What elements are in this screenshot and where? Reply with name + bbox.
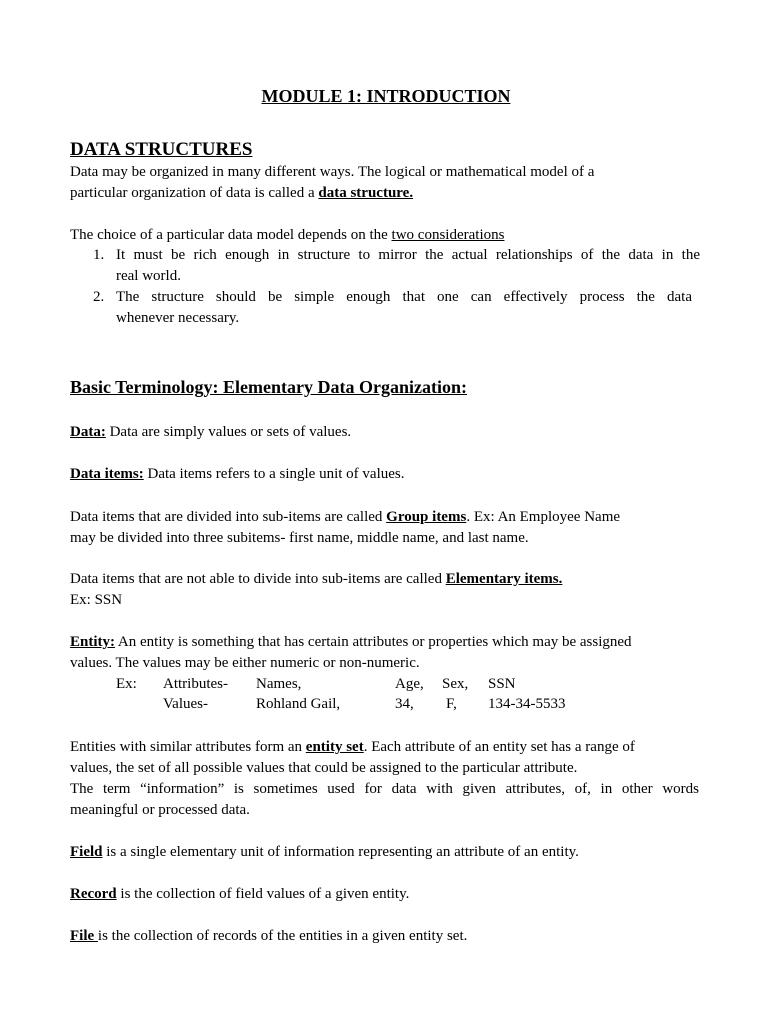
paragraph-entity-set-line2: values, the set of all possible values that could be assigned to the particular attribute.	[70, 760, 578, 776]
text-run: . Ex: An Employee Name	[466, 509, 621, 525]
text-run: Data items that are not able to divide into sub-items are called	[70, 571, 442, 587]
term-elementary-items: Elementary items.	[445, 571, 563, 587]
section-heading-data-structures: DATA STRUCTURES	[70, 139, 253, 160]
considerations-list	[70, 245, 700, 329]
definition-data	[70, 422, 351, 443]
page-title: MODULE 1: INTRODUCTION	[261, 86, 511, 106]
term-record: Record	[70, 886, 117, 902]
text-run: particular organization of data is called a	[70, 185, 315, 201]
definition-text: An entity is something that has certain attributes or properties which may be assigned	[115, 634, 632, 650]
term-field: Field	[70, 844, 103, 860]
definition-field	[70, 842, 579, 863]
table-cell: F,	[446, 696, 457, 712]
table-cell: 34,	[395, 696, 414, 712]
two-considerations-text: two considerations	[391, 227, 505, 243]
text-run: Entities with similar attributes form an	[70, 739, 303, 755]
example-label: Ex:	[116, 676, 137, 692]
text-run: . Each attribute of an entity set has a range of	[363, 739, 635, 755]
list-number: 2.	[93, 289, 105, 305]
text-run: Data items that are divided into sub-items are called	[70, 509, 383, 525]
definition-text: Data are simply values or sets of values.	[105, 424, 352, 440]
term-group-items: Group items	[386, 509, 467, 525]
definition-entity-line2: values. The values may be either numeric or non-numeric.	[70, 655, 420, 671]
definition-text: is the collection of field values of a given entity.	[116, 886, 410, 902]
definition-data-items	[70, 464, 405, 485]
paragraph-group-items-line2: may be divided into three subitems- first name, middle name, and last name.	[70, 530, 529, 546]
definition-text: is the collection of records of the entities in a given entity set.	[97, 928, 468, 944]
section-heading-basic-terminology: Basic Terminology: Elementary Data Organization:	[70, 377, 467, 397]
term-data: Data:	[70, 424, 106, 440]
paragraph-data-structure-def	[70, 183, 413, 204]
term-file: File	[70, 928, 98, 944]
paragraph-entity-set	[70, 737, 635, 758]
definition-entity	[70, 632, 632, 653]
text-run: The choice of a particular data model depends on the	[70, 227, 388, 243]
list-item-line: The structure should be simple enough that one can effectively process the data	[116, 289, 692, 305]
term-data-items: Data items:	[70, 466, 144, 482]
definition-record	[70, 884, 409, 905]
table-cell: Sex,	[442, 676, 469, 692]
table-cell: Names,	[256, 676, 302, 692]
table-cell: Attributes-	[163, 676, 228, 692]
list-item	[70, 287, 692, 329]
table-cell: Age,	[395, 676, 424, 692]
definition-text: Data items refers to a single unit of values.	[143, 466, 405, 482]
paragraph-choice-of-model	[70, 225, 504, 246]
paragraph-information-line2: meaningful or processed data.	[70, 802, 250, 818]
term-entity-set: entity set	[305, 739, 364, 755]
list-item-line: whenever necessary.	[116, 310, 240, 326]
table-cell: Rohland Gail,	[256, 696, 341, 712]
definition-text: is a single elementary unit of information representing an attribute of an entity.	[102, 844, 579, 860]
list-item-line: real world.	[116, 268, 181, 284]
list-number: 1.	[93, 247, 105, 263]
paragraph-group-items	[70, 507, 620, 528]
paragraph-information-line1: The term “information” is sometimes used for data with given attributes, of, in other words	[70, 781, 699, 797]
definition-file	[70, 926, 467, 947]
table-cell: Values-	[163, 696, 208, 712]
list-item-line: It must be rich enough in structure to mirror the actual relationships of the data in the	[116, 247, 700, 263]
list-item	[70, 245, 700, 287]
elementary-example: Ex: SSN	[70, 592, 123, 608]
table-cell: SSN	[488, 676, 516, 692]
term-entity: Entity:	[70, 634, 115, 650]
term-data-structure: data structure.	[318, 185, 414, 201]
paragraph-elementary-items	[70, 569, 562, 590]
table-cell: 134-34-5533	[488, 696, 566, 712]
paragraph-data-organized: Data may be organized in many different ways. The logical or mathematical model of a	[70, 164, 595, 180]
